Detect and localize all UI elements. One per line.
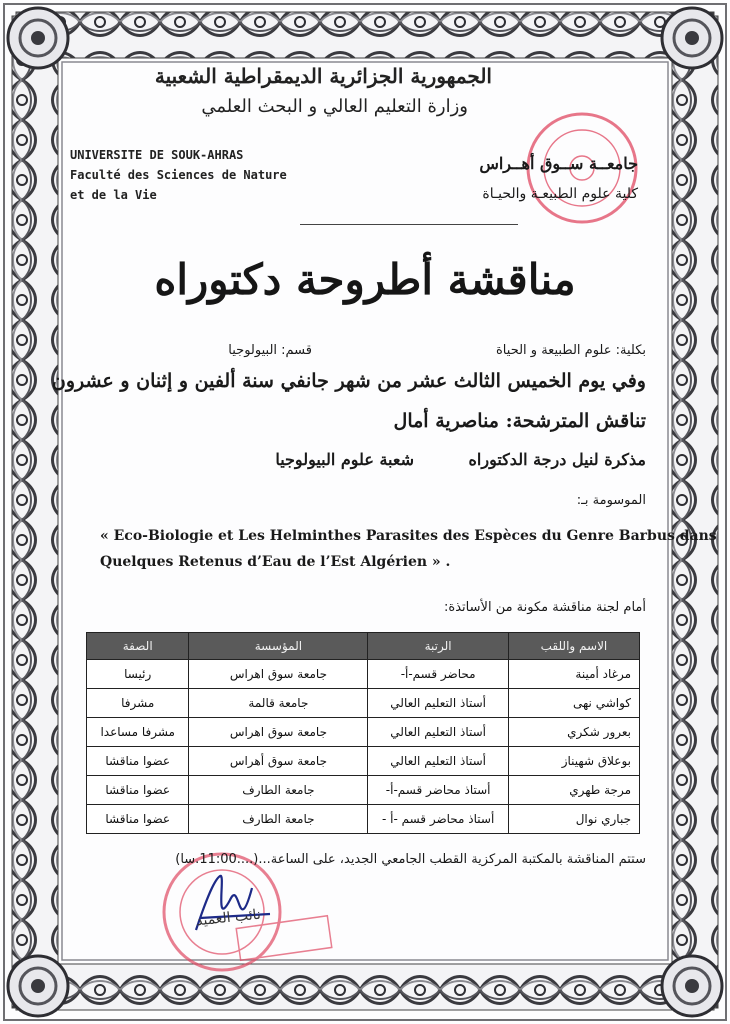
candidate-line: تناقش المترشحة: مناصرية أمال <box>393 410 646 432</box>
page-title: مناقشة أطروحة دكتوراه <box>154 255 576 304</box>
member-role: عضوا مناقشا <box>87 776 189 805</box>
member-rank: أستاذ التعليم العالي <box>368 747 508 776</box>
jury-intro: أمام لجنة مناقشة مكونة من الأساتذة: <box>444 600 646 615</box>
table-row <box>87 718 640 747</box>
defense-date: وفي يوم الخميس الثالث عشر من شهر جانفي سنة ألفين و إثنان و عشرون <box>51 370 646 392</box>
member-rank: أستاذ محاضر قسم-أ- <box>368 776 508 805</box>
ar-university-name: جامعــة ســوق أهــراس <box>479 154 638 173</box>
member-institution: جامعة سوق اهراس <box>189 660 368 689</box>
member-name: مرجة طهري <box>508 776 639 805</box>
jury-table <box>86 632 640 834</box>
table-row <box>87 747 640 776</box>
member-role: عضوا مناقشا <box>87 747 189 776</box>
col-header-rank: الرتبة <box>368 633 508 660</box>
republic-heading: الجمهورية الجزائرية الديمقراطية الشعبية <box>154 64 492 88</box>
member-institution: جامعة سوق اهراس <box>189 718 368 747</box>
fr-university-name: UNIVERSITE DE SOUK-AHRAS <box>70 148 244 162</box>
member-name: جباري نوال <box>508 805 639 834</box>
jury-header-row <box>87 633 640 660</box>
header-divider <box>300 224 518 225</box>
thesis-title-line2: Quelques Retenus d’Eau de l’Est Algérien » . <box>100 554 451 570</box>
col-header-name: الاسم واللقب <box>508 633 639 660</box>
member-institution: جامعة الطارف <box>189 776 368 805</box>
ar-faculty-name: كلية علوم الطبيعـة والحيـاة <box>482 186 638 202</box>
corner-ornament-top-right <box>662 8 722 68</box>
member-rank: محاضر قسم-أ- <box>368 660 508 689</box>
degree-line: مذكرة لنيل درجة الدكتوراه <box>468 450 646 469</box>
member-role: عضوا مناقشا <box>87 805 189 834</box>
member-role: مشرفا مساعدا <box>87 718 189 747</box>
member-rank: أستاذ محاضر قسم -أ - <box>368 805 508 834</box>
member-role: رئيسا <box>87 660 189 689</box>
table-row <box>87 689 640 718</box>
signature-caption: نائب العميد <box>195 906 262 930</box>
fr-faculty-line1: Faculté des Sciences de Nature <box>70 168 287 182</box>
thesis-title-line1: « Eco-Biologie et Les Helminthes Parasites des Espèces du Genre Barbus dans <box>100 528 717 544</box>
branch-line: شعبة علوم البيولوجيا <box>275 450 414 469</box>
faculty-line: بكلية: علوم الطبيعة و الحياة <box>496 343 646 358</box>
member-name: بعرور شكري <box>508 718 639 747</box>
corner-ornament-bottom-left <box>8 956 68 1016</box>
department-line: قسم: البيولوجيا <box>228 343 312 358</box>
titled-label: الموسومة بـ: <box>576 493 646 508</box>
member-rank: أستاذ التعليم العالي <box>368 689 508 718</box>
col-header-role: الصفة <box>87 633 189 660</box>
closing-note: ستتم المناقشة بالمكتبة المركزية القطب الجامعي الجديد، على الساعة...(....11:00.سا) <box>175 852 646 867</box>
member-role: مشرفا <box>87 689 189 718</box>
table-row <box>87 776 640 805</box>
corner-ornament-top-left <box>8 8 68 68</box>
member-name: مرغاد أمينة <box>508 660 639 689</box>
fr-faculty-line2: et de la Vie <box>70 188 157 202</box>
member-institution: جامعة قالمة <box>189 689 368 718</box>
member-rank: أستاذ التعليم العالي <box>368 718 508 747</box>
member-name: بوعلاق شهيناز <box>508 747 639 776</box>
col-header-institution: المؤسسة <box>189 633 368 660</box>
corner-ornament-bottom-right <box>662 956 722 1016</box>
table-row <box>87 805 640 834</box>
ministry-heading: وزارة التعليم العالي و البحث العلمي <box>201 96 468 117</box>
table-row <box>87 660 640 689</box>
member-institution: جامعة سوق أهراس <box>189 747 368 776</box>
member-institution: جامعة الطارف <box>189 805 368 834</box>
member-name: كواشي نهى <box>508 689 639 718</box>
